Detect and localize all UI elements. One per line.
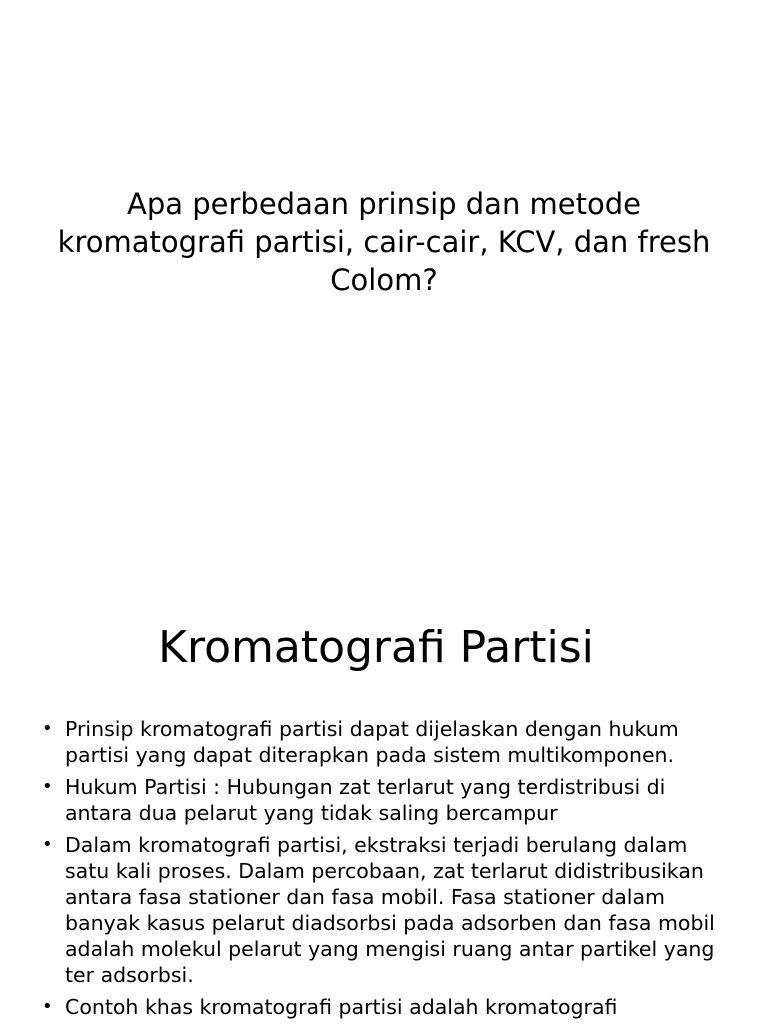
bullet-item [38, 774, 738, 826]
bullet-text: Prinsip kromatografi partisi dapat dijelaskan dengan hukum partisi yang dapat diterapkan pada sistem multikomponen. [65, 717, 679, 767]
bullet-text: Contoh khas kromatografi partisi adalah kromatografi [65, 995, 618, 1019]
bullet-glyph: • [42, 718, 53, 739]
bullet-glyph: • [42, 834, 53, 855]
slide-2-title: Kromatografi Partisi [158, 622, 594, 673]
bullet-item [38, 716, 738, 768]
bullet-item [38, 832, 738, 988]
bullet-glyph: • [42, 776, 53, 797]
slide-1-title: Apa perbedaan prinsip dan metode kromatografi partisi, cair-cair, KCV, dan fresh Colom? [57, 187, 711, 297]
bullet-item [38, 994, 738, 1020]
slide-2 [0, 576, 768, 1024]
bullet-list [38, 716, 738, 1024]
bullet-text: Dalam kromatografi partisi, ekstraksi terjadi berulang dalam satu kali proses. Dalam percobaan, zat terlarut didistribusikan antara fasa stationer dan fasa mobil. Fasa stationer dalam banyak kasus pelarut diadsorbsi pada adsorben dan fasa mobil adalah molekul pelarut yang mengisi ruang antar partikel yang ter adsorbsi. [65, 833, 715, 987]
bullet-glyph: • [42, 996, 53, 1017]
bullet-text: Hukum Partisi : Hubungan zat terlarut yang terdistribusi di antara dua pelarut yang tidak saling bercampur [65, 775, 666, 825]
